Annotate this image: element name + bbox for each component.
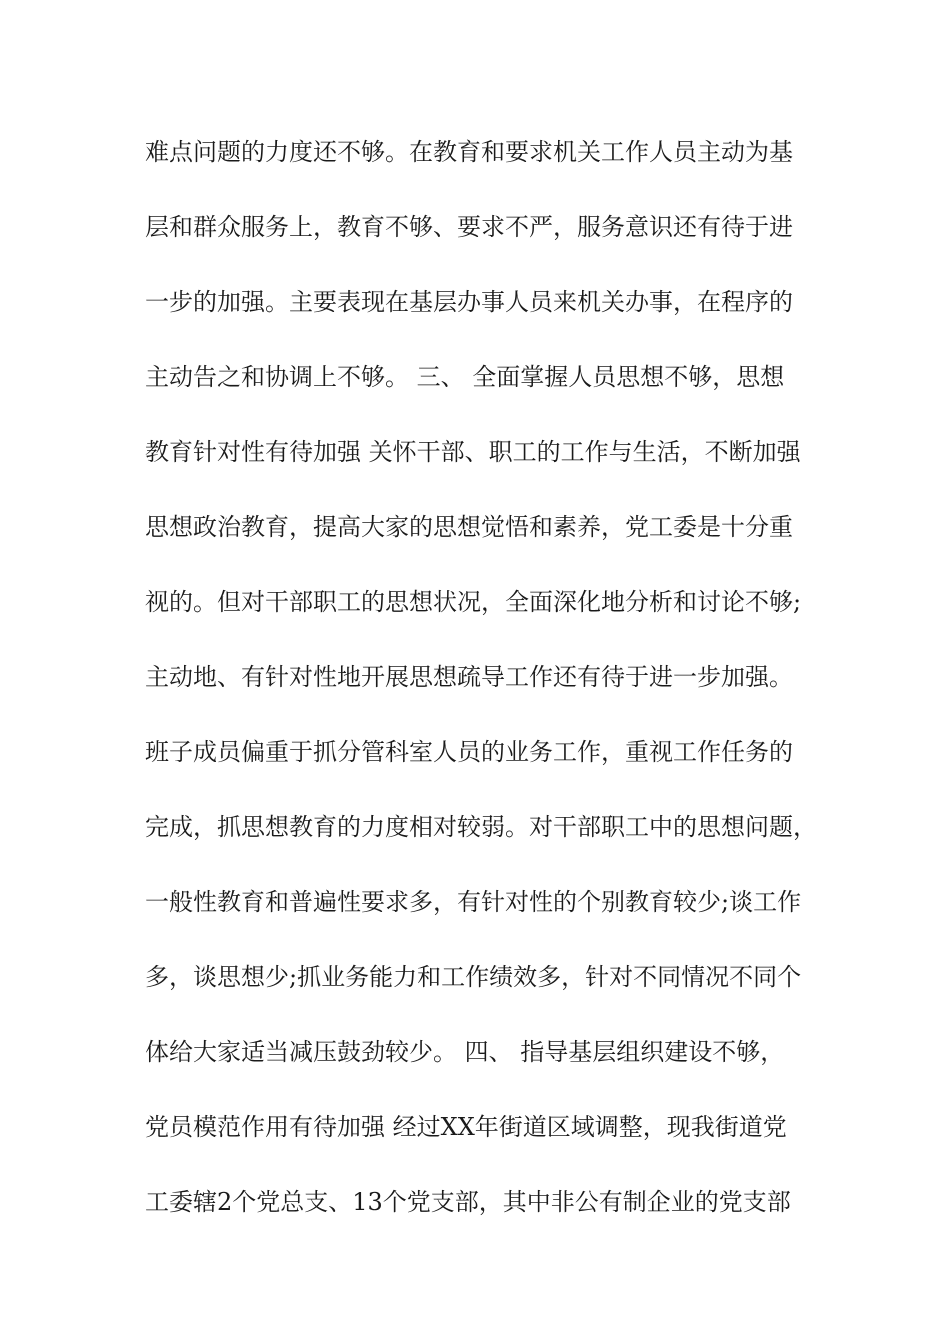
paragraph-line: 党员模范作用有待加强 经过XX年街道区域调整，现我街道党 [145, 1113, 787, 1141]
paragraph-line: 体给大家适当减压鼓劲较少。 四、 指导基层组织建设不够， [145, 1038, 785, 1066]
paragraph-line: 主动告之和协调上不够。 三、 全面掌握人员思想不够，思想 [145, 363, 785, 391]
paragraph-line: 工委辖2个党总支、13个党支部，其中非公有制企业的党支部 [145, 1188, 791, 1216]
paragraph-line: 思想政治教育，提高大家的思想觉悟和素养，党工委是十分重 [145, 513, 793, 541]
paragraph-line: 难点问题的力度还不够。在教育和要求机关工作人员主动为基 [145, 138, 793, 166]
paragraph-line: 教育针对性有待加强 关怀干部、职工的工作与生活，不断加强 [145, 438, 801, 466]
paragraph-line: 层和群众服务上，教育不够、要求不严，服务意识还有待于进 [145, 213, 793, 241]
paragraph-line: 多，谈思想少;抓业务能力和工作绩效多，针对不同情况不同个 [145, 963, 802, 991]
paragraph-line: 视的。但对干部职工的思想状况，全面深化地分析和讨论不够; [145, 588, 802, 616]
paragraph-line: 一步的加强。主要表现在基层办事人员来机关办事，在程序的 [145, 288, 793, 316]
paragraph-line: 班子成员偏重于抓分管科室人员的业务工作，重视工作任务的 [145, 738, 793, 766]
paragraph-line: 一般性教育和普遍性要求多，有针对性的个别教育较少;谈工作 [145, 888, 802, 916]
paragraph-line: 主动地、有针对性地开展思想疏导工作还有待于进一步加强。 [145, 663, 793, 691]
paragraph-line: 完成，抓思想教育的力度相对较弱。对干部职工中的思想问题， [145, 813, 817, 841]
